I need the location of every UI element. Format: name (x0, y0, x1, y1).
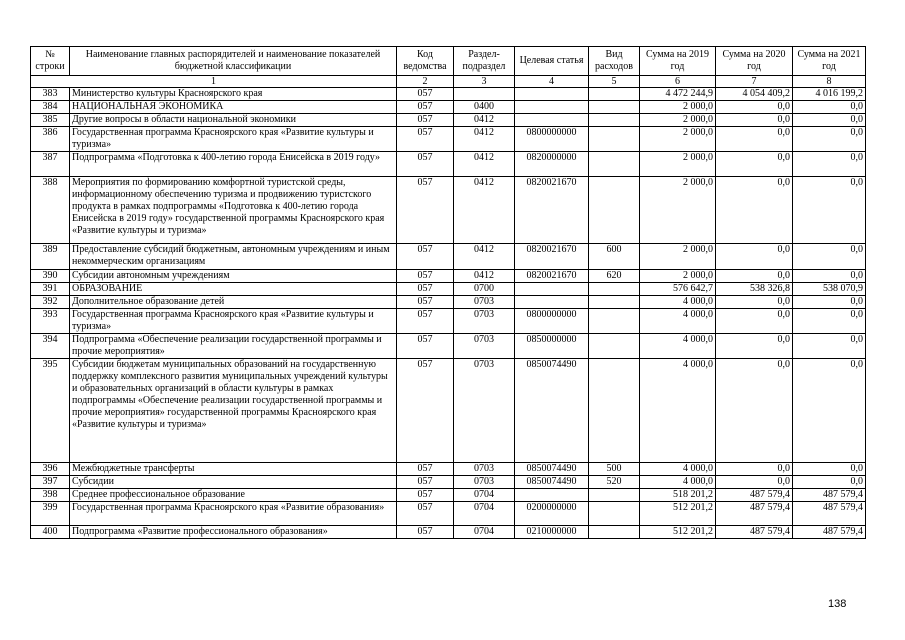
row-name: Государственная программа Красноярского края «Развитие образования» (70, 502, 397, 526)
section-code: 0400 (454, 101, 515, 114)
section-code: 0703 (454, 309, 515, 334)
department-code: 057 (397, 526, 454, 539)
row-name: Субсидии (70, 476, 397, 489)
row-name: Подпрограмма «Подготовка к 400-летию города Енисейска в 2019 году» (70, 152, 397, 177)
expense-type: 520 (589, 476, 640, 489)
sum-2020: 0,0 (716, 359, 793, 463)
row-name: Другие вопросы в области национальной экономики (70, 114, 397, 127)
sum-2021: 0,0 (793, 270, 866, 283)
column-number: 4 (515, 76, 589, 88)
row-name: Субсидии автономным учреждениям (70, 270, 397, 283)
sum-2019: 2 000,0 (640, 114, 716, 127)
sum-2021: 487 579,4 (793, 489, 866, 502)
sum-2020: 0,0 (716, 127, 793, 152)
column-number-row (31, 76, 866, 88)
column-number: 6 (640, 76, 716, 88)
row-number: 393 (31, 309, 70, 334)
department-code: 057 (397, 334, 454, 359)
header-sum-2019: Сумма на 2019 год (640, 47, 716, 76)
sum-2019: 512 201,2 (640, 502, 716, 526)
target-article (515, 114, 589, 127)
row-number: 396 (31, 463, 70, 476)
department-code: 057 (397, 270, 454, 283)
table-row (31, 476, 866, 489)
section-code (454, 88, 515, 101)
target-article (515, 296, 589, 309)
row-number: 387 (31, 152, 70, 177)
header-expense-type: Вид расходов (589, 47, 640, 76)
section-code: 0703 (454, 476, 515, 489)
row-number: 391 (31, 283, 70, 296)
table-row (31, 309, 866, 334)
department-code: 057 (397, 502, 454, 526)
sum-2019: 4 000,0 (640, 296, 716, 309)
expense-type: 600 (589, 244, 640, 270)
row-number: 386 (31, 127, 70, 152)
target-article: 0210000000 (515, 526, 589, 539)
sum-2019: 2 000,0 (640, 127, 716, 152)
sum-2020: 487 579,4 (716, 526, 793, 539)
row-name: Среднее профессиональное образование (70, 489, 397, 502)
sum-2020: 487 579,4 (716, 502, 793, 526)
column-number: 2 (397, 76, 454, 88)
target-article: 0800000000 (515, 127, 589, 152)
table-row (31, 334, 866, 359)
section-code: 0703 (454, 359, 515, 463)
table-row (31, 88, 866, 101)
sum-2019: 512 201,2 (640, 526, 716, 539)
target-article: 0850074490 (515, 463, 589, 476)
table-row (31, 283, 866, 296)
department-code: 057 (397, 489, 454, 502)
sum-2021: 538 070,9 (793, 283, 866, 296)
section-code: 0703 (454, 334, 515, 359)
row-number: 390 (31, 270, 70, 283)
row-name: Субсидии бюджетам муниципальных образований на государственную поддержку комплексного развития муниципальных учреждений культуры и образовательных организаций в области культуры в рамках подпрограммы «Обеспечение реализации государственной программы и прочие мероприятия» государственной программы Красноярского края «Развитие культуры и туризма» (70, 359, 397, 463)
sum-2019: 518 201,2 (640, 489, 716, 502)
target-article: 0800000000 (515, 309, 589, 334)
target-article: 0850074490 (515, 359, 589, 463)
target-article: 0200000000 (515, 502, 589, 526)
department-code: 057 (397, 177, 454, 244)
budget-table (30, 46, 866, 539)
table-row (31, 359, 866, 463)
row-name: Подпрограмма «Обеспечение реализации государственной программы и прочие мероприятия» (70, 334, 397, 359)
target-article: 0850000000 (515, 334, 589, 359)
sum-2021: 0,0 (793, 309, 866, 334)
sum-2019: 576 642,7 (640, 283, 716, 296)
target-article: 0820021670 (515, 270, 589, 283)
expense-type (589, 359, 640, 463)
target-article (515, 88, 589, 101)
table-row (31, 489, 866, 502)
expense-type (589, 334, 640, 359)
sum-2021: 487 579,4 (793, 526, 866, 539)
column-number: 1 (31, 76, 397, 88)
section-code: 0412 (454, 177, 515, 244)
sum-2021: 0,0 (793, 127, 866, 152)
header-sum-2020: Сумма на 2020 год (716, 47, 793, 76)
row-name: Межбюджетные трансферты (70, 463, 397, 476)
row-name: ОБРАЗОВАНИЕ (70, 283, 397, 296)
target-article: 0820021670 (515, 244, 589, 270)
table-row (31, 463, 866, 476)
sum-2019: 2 000,0 (640, 270, 716, 283)
page-number: 138 (828, 598, 847, 610)
department-code: 057 (397, 88, 454, 101)
sum-2019: 4 000,0 (640, 334, 716, 359)
department-code: 057 (397, 463, 454, 476)
row-number: 394 (31, 334, 70, 359)
header-name: Наименование главных распорядителей и наименование показателей бюджетной классификации (70, 47, 397, 76)
row-number: 395 (31, 359, 70, 463)
sum-2021: 0,0 (793, 101, 866, 114)
sum-2020: 0,0 (716, 463, 793, 476)
table-row (31, 526, 866, 539)
sum-2021: 0,0 (793, 296, 866, 309)
sum-2020: 0,0 (716, 476, 793, 489)
expense-type (589, 177, 640, 244)
section-code: 0703 (454, 296, 515, 309)
row-number: 399 (31, 502, 70, 526)
row-number: 400 (31, 526, 70, 539)
department-code: 057 (397, 309, 454, 334)
sum-2021: 0,0 (793, 114, 866, 127)
target-article: 0850074490 (515, 476, 589, 489)
department-code: 057 (397, 127, 454, 152)
sum-2020: 0,0 (716, 152, 793, 177)
table-header-row (31, 47, 866, 76)
sum-2020: 0,0 (716, 177, 793, 244)
sum-2021: 0,0 (793, 152, 866, 177)
table-row (31, 127, 866, 152)
table-row (31, 101, 866, 114)
sum-2019: 4 000,0 (640, 359, 716, 463)
sum-2019: 4 000,0 (640, 309, 716, 334)
target-article: 0820021670 (515, 177, 589, 244)
sum-2019: 4 000,0 (640, 476, 716, 489)
sum-2020: 0,0 (716, 334, 793, 359)
expense-type (589, 101, 640, 114)
row-name: Государственная программа Красноярского края «Развитие культуры и туризма» (70, 127, 397, 152)
expense-type: 620 (589, 270, 640, 283)
row-number: 397 (31, 476, 70, 489)
section-code: 0704 (454, 526, 515, 539)
sum-2020: 0,0 (716, 270, 793, 283)
section-code: 0412 (454, 152, 515, 177)
sum-2019: 4 000,0 (640, 463, 716, 476)
department-code: 057 (397, 296, 454, 309)
expense-type (589, 526, 640, 539)
department-code: 057 (397, 359, 454, 463)
sum-2021: 4 016 199,2 (793, 88, 866, 101)
row-name: Мероприятия по формированию комфортной туристской среды, информационному обеспечению туризма и продвижению туристского продукта в рамках подпрограммы «Подготовка к 400-летию города Енисейска в 2019 году» государственной программы Красноярского края «Развитие культуры и туризма» (70, 177, 397, 244)
table-row (31, 270, 866, 283)
department-code: 057 (397, 283, 454, 296)
target-article (515, 101, 589, 114)
sum-2021: 0,0 (793, 359, 866, 463)
column-number: 8 (793, 76, 866, 88)
expense-type (589, 152, 640, 177)
sum-2019: 2 000,0 (640, 152, 716, 177)
department-code: 057 (397, 101, 454, 114)
expense-type (589, 502, 640, 526)
expense-type (589, 88, 640, 101)
expense-type: 500 (589, 463, 640, 476)
header-target-article: Целевая статья (515, 47, 589, 76)
row-number: 398 (31, 489, 70, 502)
table-row (31, 502, 866, 526)
target-article (515, 489, 589, 502)
sum-2021: 0,0 (793, 463, 866, 476)
table-row (31, 152, 866, 177)
row-name: Государственная программа Красноярского края «Развитие культуры и туризма» (70, 309, 397, 334)
row-number: 383 (31, 88, 70, 101)
table-row (31, 296, 866, 309)
department-code: 057 (397, 152, 454, 177)
expense-type (589, 489, 640, 502)
sum-2021: 0,0 (793, 476, 866, 489)
section-code: 0704 (454, 489, 515, 502)
table-row (31, 244, 866, 270)
expense-type (589, 296, 640, 309)
section-code: 0412 (454, 270, 515, 283)
column-number: 5 (589, 76, 640, 88)
row-name: НАЦИОНАЛЬНАЯ ЭКОНОМИКА (70, 101, 397, 114)
table-body (31, 88, 866, 539)
sum-2021: 487 579,4 (793, 502, 866, 526)
section-code: 0412 (454, 127, 515, 152)
expense-type (589, 283, 640, 296)
department-code: 057 (397, 476, 454, 489)
expense-type (589, 114, 640, 127)
sum-2020: 538 326,8 (716, 283, 793, 296)
sum-2020: 0,0 (716, 296, 793, 309)
sum-2019: 2 000,0 (640, 101, 716, 114)
header-department-code: Код ведомства (397, 47, 454, 76)
section-code: 0703 (454, 463, 515, 476)
sum-2019: 2 000,0 (640, 177, 716, 244)
sum-2020: 4 054 409,2 (716, 88, 793, 101)
section-code: 0704 (454, 502, 515, 526)
row-number: 392 (31, 296, 70, 309)
sum-2020: 487 579,4 (716, 489, 793, 502)
section-code: 0412 (454, 244, 515, 270)
column-number: 3 (454, 76, 515, 88)
target-article: 0820000000 (515, 152, 589, 177)
row-number: 385 (31, 114, 70, 127)
sum-2019: 4 472 244,9 (640, 88, 716, 101)
sum-2020: 0,0 (716, 114, 793, 127)
table-row (31, 114, 866, 127)
row-name: Дополнительное образование детей (70, 296, 397, 309)
table-row (31, 177, 866, 244)
row-number: 389 (31, 244, 70, 270)
header-section: Раздел-подраздел (454, 47, 515, 76)
row-number: 384 (31, 101, 70, 114)
header-sum-2021: Сумма на 2021 год (793, 47, 866, 76)
sum-2020: 0,0 (716, 309, 793, 334)
section-code: 0412 (454, 114, 515, 127)
sum-2019: 2 000,0 (640, 244, 716, 270)
department-code: 057 (397, 244, 454, 270)
sum-2021: 0,0 (793, 334, 866, 359)
row-number: 388 (31, 177, 70, 244)
header-row-number: № строки (31, 47, 70, 76)
sum-2020: 0,0 (716, 244, 793, 270)
expense-type (589, 309, 640, 334)
expense-type (589, 127, 640, 152)
row-name: Министерство культуры Красноярского края (70, 88, 397, 101)
department-code: 057 (397, 114, 454, 127)
sum-2021: 0,0 (793, 244, 866, 270)
target-article (515, 283, 589, 296)
row-name: Подпрограмма «Развитие профессионального образования» (70, 526, 397, 539)
column-number: 7 (716, 76, 793, 88)
section-code: 0700 (454, 283, 515, 296)
sum-2021: 0,0 (793, 177, 866, 244)
sum-2020: 0,0 (716, 101, 793, 114)
row-name: Предоставление субсидий бюджетным, автономным учреждениям и иным некоммерческим организациям (70, 244, 397, 270)
